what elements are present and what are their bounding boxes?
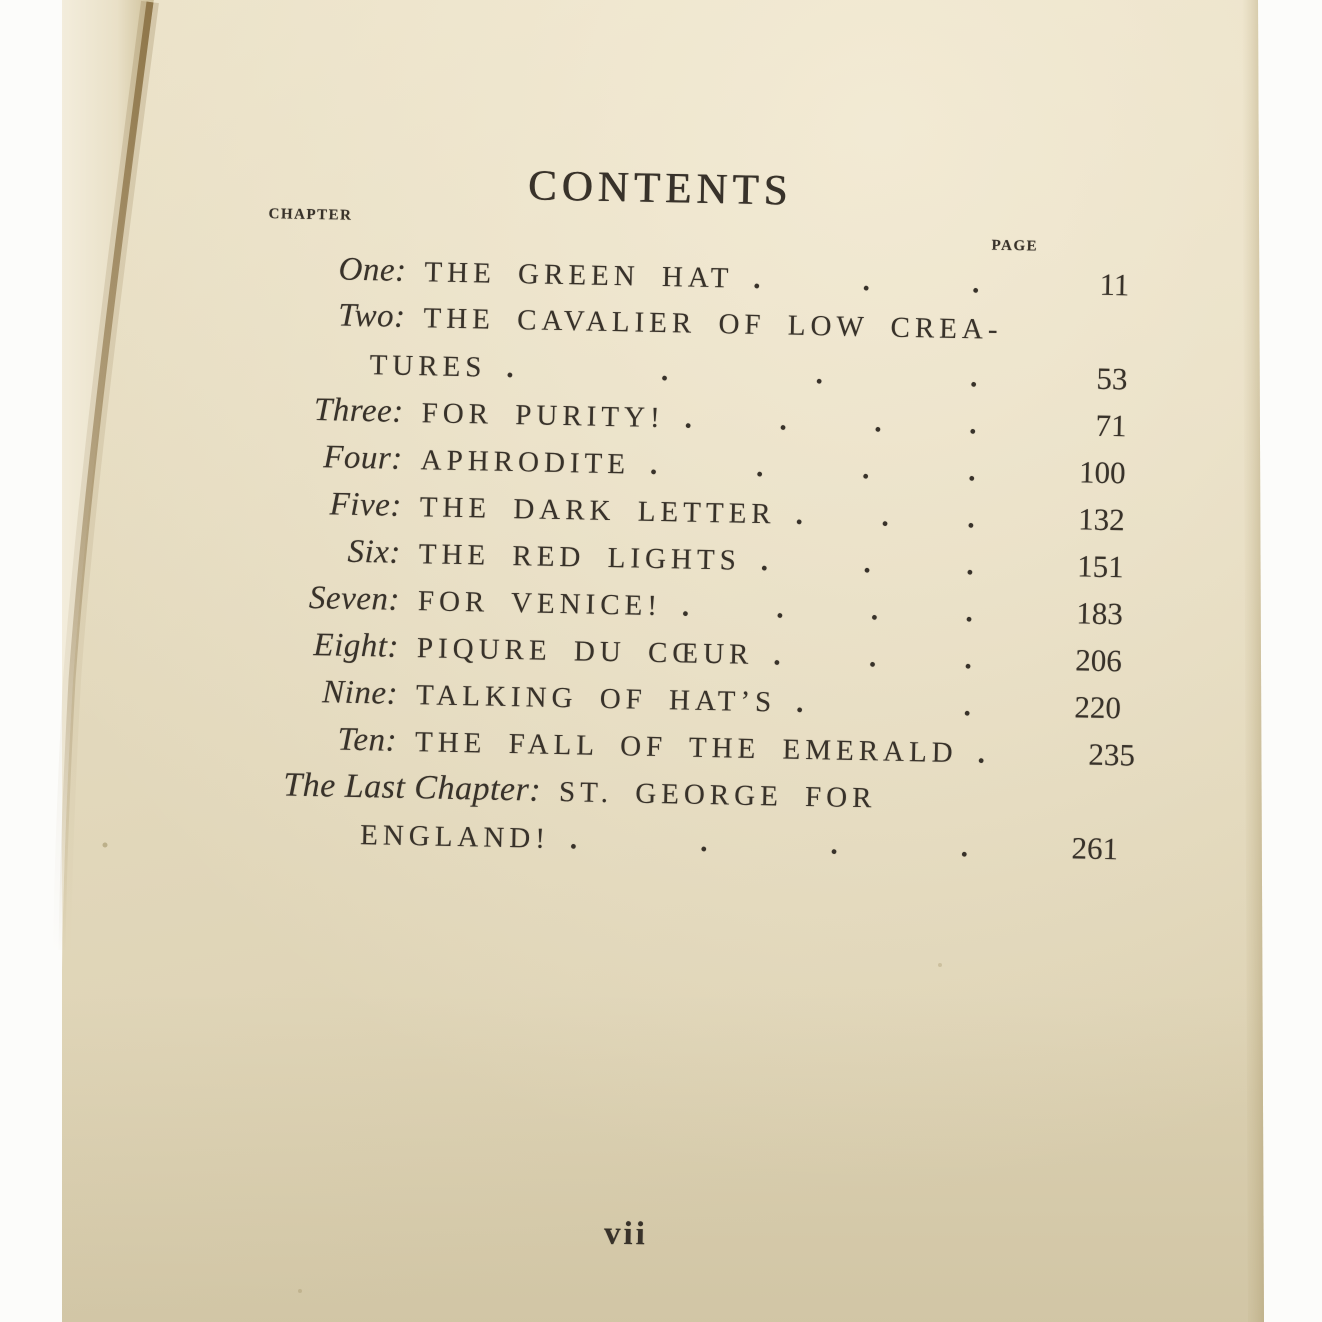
page-number: 261 [1071, 830, 1119, 867]
chapter-title: FOR PURITY! [421, 397, 666, 435]
leader-dot: . [569, 823, 578, 856]
dot-leaders [549, 816, 1026, 873]
chapter-title: THE FALL OF THE EMERALD [414, 726, 959, 770]
page-column-label: PAGE [991, 237, 1039, 255]
chapter-title: FOR VENICE! [417, 585, 663, 623]
chapter-title: THE CAVALIER OF LOW CREA- [423, 302, 1003, 346]
leader-dot: . [862, 265, 871, 298]
paper-speck [298, 1289, 302, 1293]
dot-leaders [733, 255, 1038, 308]
page-number: 206 [1074, 642, 1123, 679]
leader-dot: . [699, 825, 708, 859]
leader-dot: . [968, 455, 976, 488]
page-number: 11 [1099, 266, 1130, 303]
paper-speck [103, 843, 108, 848]
folio-page-number: vii [603, 1215, 649, 1253]
dot-leaders [775, 491, 1033, 543]
leader-dot: . [776, 592, 785, 625]
leader-dot: . [815, 358, 824, 391]
page-number: 151 [1076, 548, 1125, 585]
leader-dot: . [870, 594, 879, 627]
dot-leaders [957, 730, 1043, 779]
leader-dot: . [863, 547, 872, 580]
toc-entries [210, 243, 1136, 872]
chapter-number: Seven: [308, 579, 401, 618]
leader-dot: . [965, 596, 974, 629]
chapter-title: THE DARK LETTER [419, 491, 777, 531]
chapter-number: Four: [322, 439, 404, 477]
chapter-title-continued: ENGLAND! [359, 819, 551, 855]
leader-dot: . [684, 402, 693, 435]
leader-dot: . [963, 690, 972, 723]
leader-dot: . [861, 453, 870, 486]
page-number: 183 [1075, 595, 1124, 632]
leader-dot: . [830, 828, 839, 861]
page-number: 53 [1096, 360, 1128, 397]
leader-dot: . [795, 686, 804, 719]
dot-leaders [661, 583, 1031, 637]
chapter-title: PIQURE DU CŒUR [416, 632, 754, 671]
dot-leaders [776, 679, 1030, 731]
contents-title: CONTENTS [527, 162, 793, 215]
leader-dot: . [660, 355, 669, 388]
dot-leaders [740, 538, 1032, 591]
chapter-column-label: CHAPTER [268, 206, 353, 224]
leader-dot: . [779, 404, 788, 437]
toc-entry [219, 290, 1129, 402]
leader-dot: . [681, 590, 690, 623]
leader-dot: . [968, 408, 977, 441]
chapter-number: The Last Chapter: [282, 766, 542, 809]
chapter-title: THE RED LIGHTS [418, 538, 742, 577]
page-number: 220 [1074, 689, 1122, 726]
dot-leaders [753, 632, 1030, 685]
chapter-number: Ten: [337, 721, 398, 759]
chapter-title: APHRODITE [420, 444, 631, 481]
dot-leaders [664, 395, 1035, 449]
leader-dot: . [964, 643, 973, 676]
leader-dot: . [795, 498, 804, 531]
leader-dot: . [977, 737, 986, 770]
page-number: 132 [1077, 501, 1126, 538]
chapter-number: Three: [313, 392, 405, 430]
table-of-contents [210, 145, 1136, 872]
chapter-title: THE GREEN HAT [424, 256, 734, 295]
leader-dot: . [506, 351, 515, 385]
chapter-title: TALKING OF HAT’S [415, 679, 777, 719]
page-number: 100 [1078, 454, 1126, 491]
chapter-number: Two: [337, 297, 406, 335]
leader-dot: . [960, 831, 969, 864]
leader-dot: . [773, 639, 781, 672]
leader-dot: . [755, 450, 764, 484]
leader-dot: . [649, 448, 658, 481]
dot-leaders [630, 441, 1035, 496]
chapter-number: Eight: [313, 627, 400, 665]
leader-dot: . [969, 361, 978, 394]
chapter-number: Nine: [321, 674, 399, 712]
leader-dot: . [971, 267, 980, 300]
page-number: 71 [1095, 407, 1127, 444]
leader-dot: . [881, 500, 890, 533]
paper-speck [938, 963, 942, 967]
leader-dot: . [874, 406, 882, 439]
chapter-number: One: [338, 251, 407, 289]
leader-dot: . [753, 262, 761, 295]
page-number: 235 [1088, 736, 1136, 773]
chapter-title-continued: TURES [369, 349, 487, 384]
chapter-title: ST. GEORGE FOR [558, 776, 877, 815]
leader-dot: . [868, 641, 877, 674]
leader-dot: . [967, 502, 975, 535]
leader-dot: . [966, 549, 975, 582]
leader-dot: . [760, 545, 769, 578]
chapter-number: Six: [347, 533, 402, 571]
chapter-number: Five: [329, 486, 403, 524]
